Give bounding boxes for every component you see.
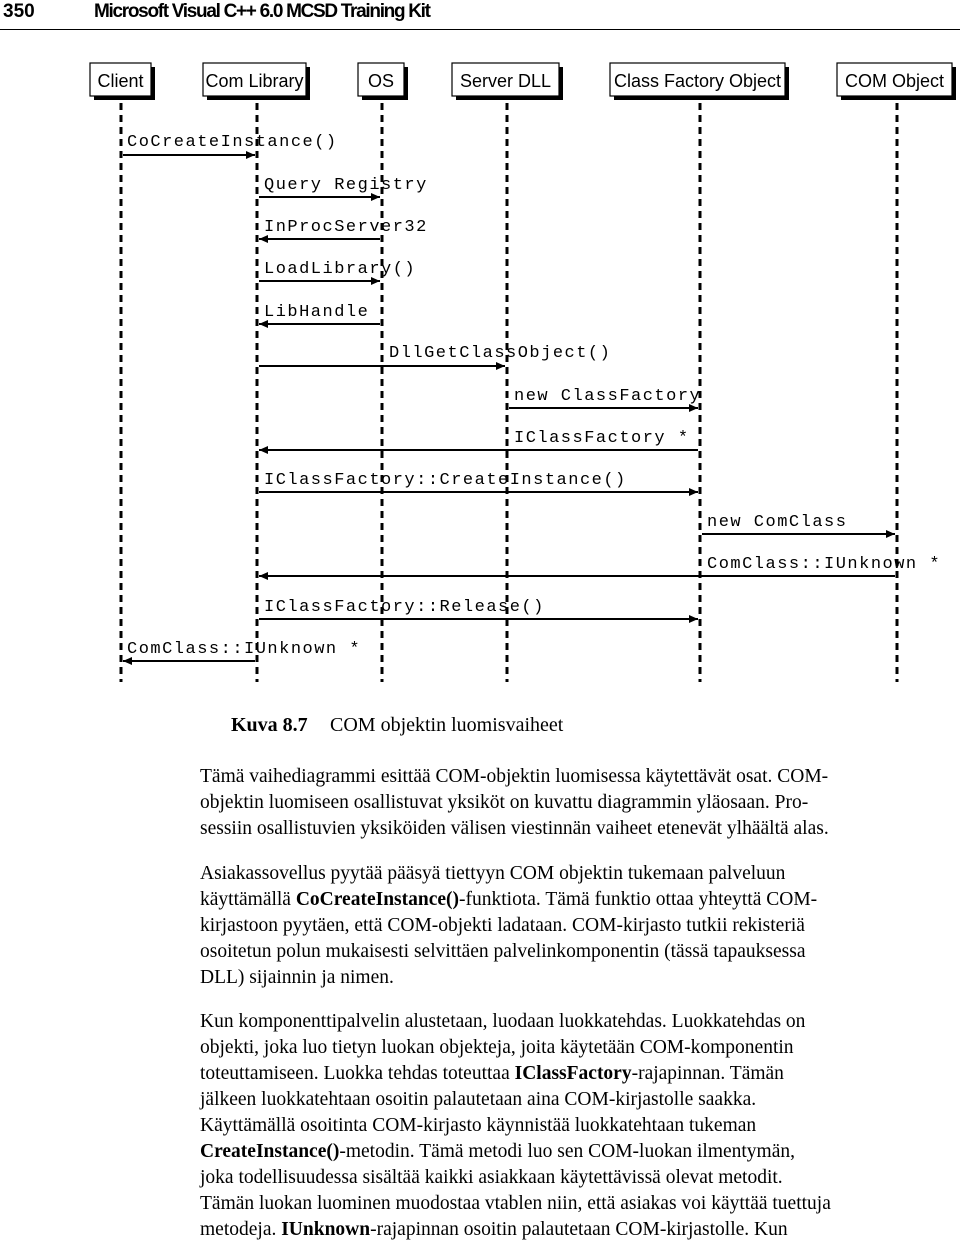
message-label: LoadLibrary() — [264, 260, 417, 279]
text-line: osoitetun polun mukaisesti selvittäen palvelinkomponentin (tässä tapauksessa — [200, 941, 806, 962]
message-label: CoCreateInstance() — [127, 133, 338, 152]
code-term: CoCreateInstance() — [295, 889, 460, 910]
lane-client — [90, 63, 155, 100]
message-label: DllGetClassObject() — [389, 344, 612, 363]
message-label: ComClass::IUnknown * — [707, 555, 942, 574]
text-line: kirjastoon pyytäen, että COM-objekti ladataan. COM-kirjasto tutkii rekisteriä — [200, 915, 805, 936]
page-number: 350 — [3, 1, 35, 22]
message-label: IClassFactory::Release() — [264, 598, 545, 617]
lane-class-factory-object — [610, 63, 789, 100]
text-line: -metodin. Tämä metodi luo sen COM-luokan ilmentymän, — [339, 1141, 796, 1162]
caption-label: Kuva 8.7 — [231, 714, 308, 736]
lane-label: COM Object — [844, 71, 945, 91]
message-label: IClassFactory * — [514, 429, 690, 448]
caption-text: COM objektin luomisvaiheet — [330, 714, 564, 736]
lane-com-library — [203, 63, 310, 100]
lane-label: Com Library — [205, 71, 304, 91]
text-line: joka todellisuudessa sisältää kaikki asiakkaan käytettävissä olevat metodit. — [200, 1167, 783, 1188]
code-term: CreateInstance() — [200, 1141, 340, 1162]
text-line: -rajapinnan osoitin palautetaan COM-kirjastolle. Kun — [370, 1219, 788, 1240]
text-line: Asiakassovellus pyytää pääsyä tiettyyn COM objektin tukemaan palveluun — [200, 863, 786, 884]
paragraph-3 — [200, 1009, 956, 1243]
code-term: IUnknown — [281, 1219, 371, 1240]
message-label: LibHandle — [264, 303, 370, 322]
text-line: objektin luomiseen osallistuvat yksiköt on kuvattu diagrammin yläosaan. Pro- — [200, 792, 809, 813]
message-label: ComClass::IUnknown * — [127, 640, 362, 659]
text-line: Tämä vaihediagrammi esittää COM-objektin luomisessa käytettävät osat. COM- — [200, 766, 829, 787]
text-line: objekti, joka luo tietyn luokan objekteja, joita käytetään COM-komponentin — [200, 1037, 794, 1058]
code-term: IClassFactory — [514, 1063, 632, 1084]
text-line: toteuttamiseen. Luokka tehdas toteuttaa — [200, 1063, 515, 1084]
message-label: new ClassFactory — [514, 387, 702, 406]
text-line: käyttämällä — [200, 889, 296, 910]
lane-label: OS — [367, 71, 395, 91]
text-line: sessiin osallistuvien yksiköiden välisen viestinnän vaiheet etenevät ylhäältä alas. — [200, 818, 829, 839]
text-line: Käyttämällä osoitinta COM-kirjasto käynnistää luokkatehtaan tukeman — [200, 1115, 757, 1136]
text-line: Kun komponenttipalvelin alustetaan, luodaan luokkatehdas. Luokkatehdas on — [200, 1011, 806, 1032]
text-line: -funktiota. Tämä funktio ottaa yhteyttä COM- — [459, 889, 818, 910]
figure-caption — [231, 714, 564, 737]
lane-com-object — [837, 63, 956, 100]
text-line: DLL) sijainnin ja nimen. — [200, 967, 394, 988]
message-label: InProcServer32 — [264, 218, 428, 237]
text-line: metodeja. — [200, 1219, 282, 1240]
message-label: new ComClass — [707, 513, 848, 532]
lane-label: Client — [97, 71, 144, 91]
lane-server-dll — [452, 63, 563, 100]
paragraph-2 — [200, 861, 956, 991]
message-label: IClassFactory::CreateInstance() — [264, 471, 627, 490]
lane-label: Server DLL — [459, 71, 552, 91]
text-line: -rajapinnan. Tämän — [631, 1063, 784, 1084]
paragraph-1 — [200, 764, 956, 842]
lane-os — [358, 63, 408, 100]
book-title: Microsoft Visual C++ 6.0 MCSD Training Kit — [94, 1, 430, 22]
message-label: Query Registry — [264, 176, 428, 195]
text-line: jälkeen luokkatehtaan osoitin palautetaan aina COM-kirjastolle saakka. — [200, 1089, 757, 1110]
text-line: Tämän luokan luominen muodostaa vtablen niin, että asiakas voi käyttää tuettuja — [200, 1193, 831, 1214]
lane-label: Class Factory Object — [613, 71, 782, 91]
